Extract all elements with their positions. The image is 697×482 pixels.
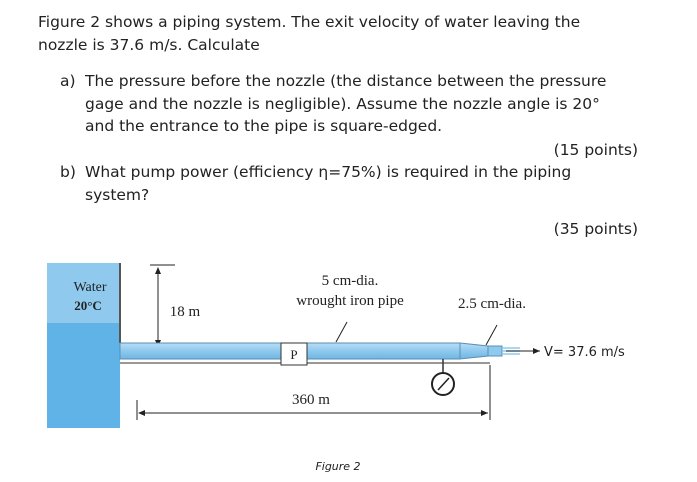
velocity-label: V= 37.6 m/s xyxy=(544,345,625,360)
pump-label: P xyxy=(290,347,298,362)
water-label: Water xyxy=(73,280,107,295)
nozzle-leader xyxy=(486,325,497,345)
temperature-label: 20°C xyxy=(74,298,102,313)
part-a-label: a) xyxy=(60,72,76,90)
length-label: 360 m xyxy=(292,392,330,408)
nozzle-diameter-label: 2.5 cm-dia. xyxy=(458,296,526,312)
part-b-line-2: system? xyxy=(85,186,150,204)
part-a-line-2: gage and the nozzle is negligible). Assume the nozzle angle is 20° xyxy=(85,95,600,113)
nozzle xyxy=(460,343,488,359)
part-b-points: (35 points) xyxy=(553,220,638,238)
height-label: 18 m xyxy=(169,304,201,320)
figure-caption: Figure 2 xyxy=(315,460,361,473)
part-b-line-1: What pump power (efficiency η=75%) is required in the piping xyxy=(85,163,572,181)
pipe-material-label: wrought iron pipe xyxy=(296,293,404,309)
part-a-line-1: The pressure before the nozzle (the distance between the pressure xyxy=(85,72,607,90)
pipe-diameter-label: 5 cm-dia. xyxy=(321,273,379,289)
intro-line-2: nozzle is 37.6 m/s. Calculate xyxy=(38,36,260,54)
part-a-line-3: and the entrance to the pipe is square-edged. xyxy=(85,117,443,135)
nozzle-tip xyxy=(488,346,502,356)
part-b-label: b) xyxy=(60,163,76,181)
part-a-points: (15 points) xyxy=(553,141,638,159)
pipe-leader xyxy=(336,322,347,342)
intro-line-1: Figure 2 shows a piping system. The exit velocity of water leaving the xyxy=(38,13,581,31)
